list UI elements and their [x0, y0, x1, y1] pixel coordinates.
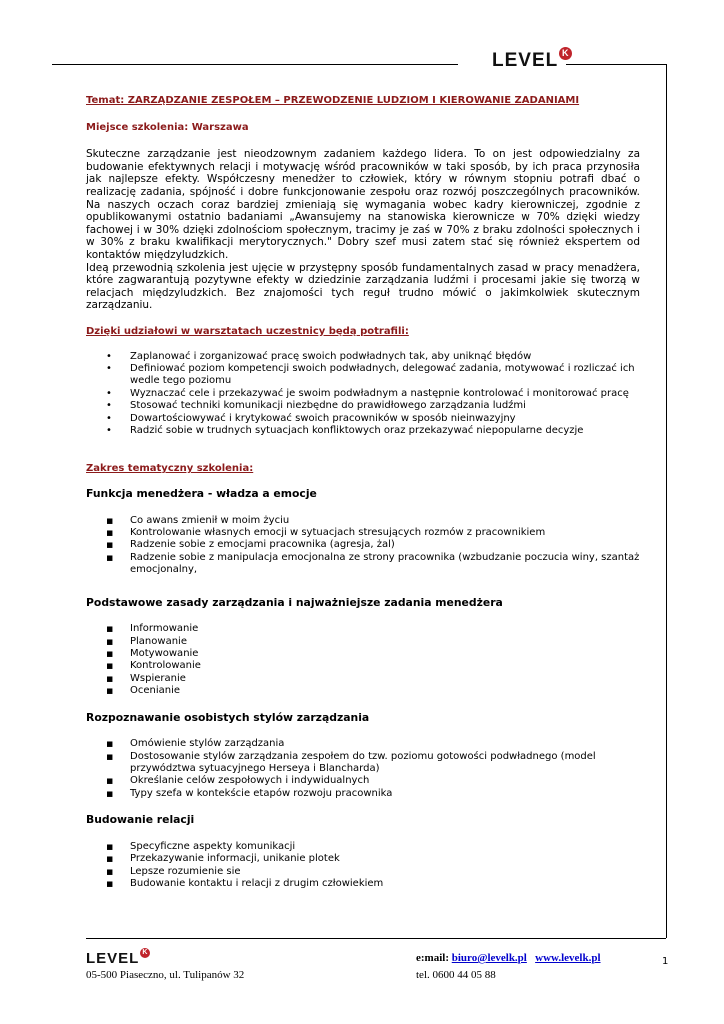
intro-paragraph-1: Skuteczne zarządzanie jest nieodzownym zadaniem każdego lidera. To on jest odpowiedzialny za budowanie efektywnych relacji i motywację wśród pracowników w taki sposób, by ich praca przynosiła jak najlepsze efekty. Współczesny menedżer to człowiek, który w równym stopniu potrafi dbać o realizację zadania, spójność i dobre funkcjonowanie zespołu oraz rozwój poszczególnych pracowników. Na naszych oczach coraz bardziej zmieniają się wymagania wobec kadry kierowniczej, zgodnie z opublikowanymi ostatnio badaniami „Awansujemy na stanowiska kierownicze w 70% dzięki wiedzy fachowej i w 30% dzięki zdolnościom społecznym, tracimy je zaś w 70% z braku zdolności społecznych i w 30% z braku kwalifikacji merytorycznych." Dobry szef musi zatem stać się również ekspertem od kontaktów międzyludzkich.	[86, 148, 640, 261]
header-rule-left	[52, 64, 458, 65]
section-list	[86, 841, 640, 891]
benefits-heading: Dzięki udziałowi w warsztatach uczestnicy będą potrafili:	[86, 325, 409, 337]
footer-rule	[86, 938, 666, 939]
section-title: Funkcja menedżera - władza a emocje	[86, 486, 317, 500]
list-item: ▪ Budowanie kontaktu i relacji z drugim człowiekiem	[86, 878, 640, 890]
section-list	[86, 623, 640, 697]
square-bullet-icon	[106, 751, 120, 764]
scope-heading: Zakres tematyczny szkolenia:	[86, 463, 254, 475]
footer-logo-text: LEVEL	[86, 950, 140, 967]
bullet-icon	[106, 413, 120, 425]
list-item: ▪ Omówienie stylów zarządzania	[86, 738, 640, 750]
bullet-icon	[106, 363, 120, 375]
list-item: ▪ Specyficzne aspekty komunikacji	[86, 841, 640, 853]
list-item: • Zaplanować i zorganizować pracę swoich podwładnych tak, aby uniknąć błędów	[86, 351, 640, 363]
list-item: ▪ Przekazywanie informacji, unikanie plotek	[86, 853, 640, 865]
section-title: Podstawowe zasady zarządzania i najważniejsze zadania menedżera	[86, 595, 503, 609]
logo-k-icon: K	[559, 47, 572, 60]
footer-address: 05-500 Piaseczno, ul. Tulipanów 32	[86, 969, 245, 981]
topic-heading: Temat: ZARZĄDZANIE ZESPOŁEM – PRZEWODZENIE LUDZIOM I KIEROWANIE ZADANIAMI	[86, 95, 580, 106]
section-title: Rozpoznawanie osobistych stylów zarządzania	[86, 710, 370, 724]
page-number: 1	[662, 956, 669, 967]
logo-k-icon: K	[142, 949, 149, 956]
square-bullet-icon	[106, 552, 120, 565]
list-item: ▪ Lepsze rozumienie sie	[86, 866, 640, 878]
bullet-icon	[106, 400, 120, 412]
list-item: ▪ Radzenie sobie z manipulacja emocjonalna ze strony pracownika (wzbudzanie poczucia winy, szantaż emocjonalny,	[86, 552, 640, 577]
list-item: ▪ Co awans zmienił w moim życiu	[86, 515, 640, 527]
list-item: ▪ Określanie celów zespołowych i indywidualnych	[86, 775, 640, 787]
square-bullet-icon	[106, 878, 120, 891]
list-item: ▪ Typy szefa w kontekście etapów rozwoju pracownika	[86, 788, 640, 800]
list-item: ▪ Kontrolowanie	[86, 660, 640, 672]
list-item: ▪ Informowanie	[86, 623, 640, 635]
header-logo	[492, 50, 572, 72]
square-bullet-icon	[106, 788, 120, 801]
location-heading: Miejsce szkolenia: Warszawa	[86, 121, 249, 133]
email-label: e:mail:	[416, 952, 449, 964]
benefits-list	[86, 351, 640, 438]
list-item: ▪ Ocenianie	[86, 685, 640, 697]
list-item: • Radzić sobie w trudnych sytuacjach konfliktowych oraz przekazywać niepopularne decyzje	[86, 425, 640, 437]
footer-contact-line	[416, 952, 601, 964]
bullet-icon	[106, 425, 120, 437]
bullet-icon	[106, 388, 120, 400]
list-item: • Stosować techniki komunikacji niezbędne do prawidłowego zarządzania ludźmi	[86, 400, 640, 412]
email-link[interactable]: biuro@levelk.pl	[451, 952, 527, 964]
square-bullet-icon	[106, 685, 120, 698]
list-item: ▪ Dostosowanie stylów zarządzania zespołem do tzw. poziomu gotowości podwładnego (model przywództwa sytuacyjnego Herseya i Blancharda)	[86, 751, 640, 776]
list-item: • Definiować poziom kompetencji swoich podwładnych, delegować zadania, motywować i rozliczać ich wedle tego poziomu	[86, 363, 640, 388]
list-item: ▪ Motywowanie	[86, 648, 640, 660]
list-item: • Dowartościowywać i krytykować swoich pracowników w sposób nieinwazyjny	[86, 413, 640, 425]
website-link[interactable]: www.levelk.pl	[535, 952, 601, 964]
section-list	[86, 738, 640, 800]
section-list	[86, 515, 640, 577]
list-item: ▪ Radzenie sobie z emocjami pracownika (agresja, żal)	[86, 539, 640, 551]
footer-phone: tel. 0600 44 05 88	[416, 969, 496, 981]
right-frame-rule	[666, 64, 667, 938]
list-item: ▪ Kontrolowanie własnych emocji w sytuacjach stresujących rozmów z pracownikiem	[86, 527, 640, 539]
list-item: ▪ Wspieranie	[86, 673, 640, 685]
document-body	[86, 95, 640, 890]
list-item: ▪ Planowanie	[86, 636, 640, 648]
footer-logo	[86, 950, 150, 967]
header-logo-text: LEVEL	[492, 50, 559, 71]
header-rule-right	[566, 64, 666, 65]
section-title: Budowanie relacji	[86, 813, 195, 827]
list-item: • Wyznaczać cele i przekazywać je swoim podwładnym a następnie kontrolować i monitorować pracę	[86, 388, 640, 400]
intro-paragraph-2: Ideą przewodnią szkolenia jest ujęcie w przystępny sposób fundamentalnych zasad w pracy menadżera, które zagwarantują pozytywne efekty w dziedzinie zarządzania ludźmi i procesami jakie się tworzą w relacjach międzyludzkich. Bez znajomości tych reguł trudno mówić o jakimkolwiek skutecznym zarządzaniu.	[86, 261, 640, 312]
bullet-icon	[106, 351, 120, 363]
